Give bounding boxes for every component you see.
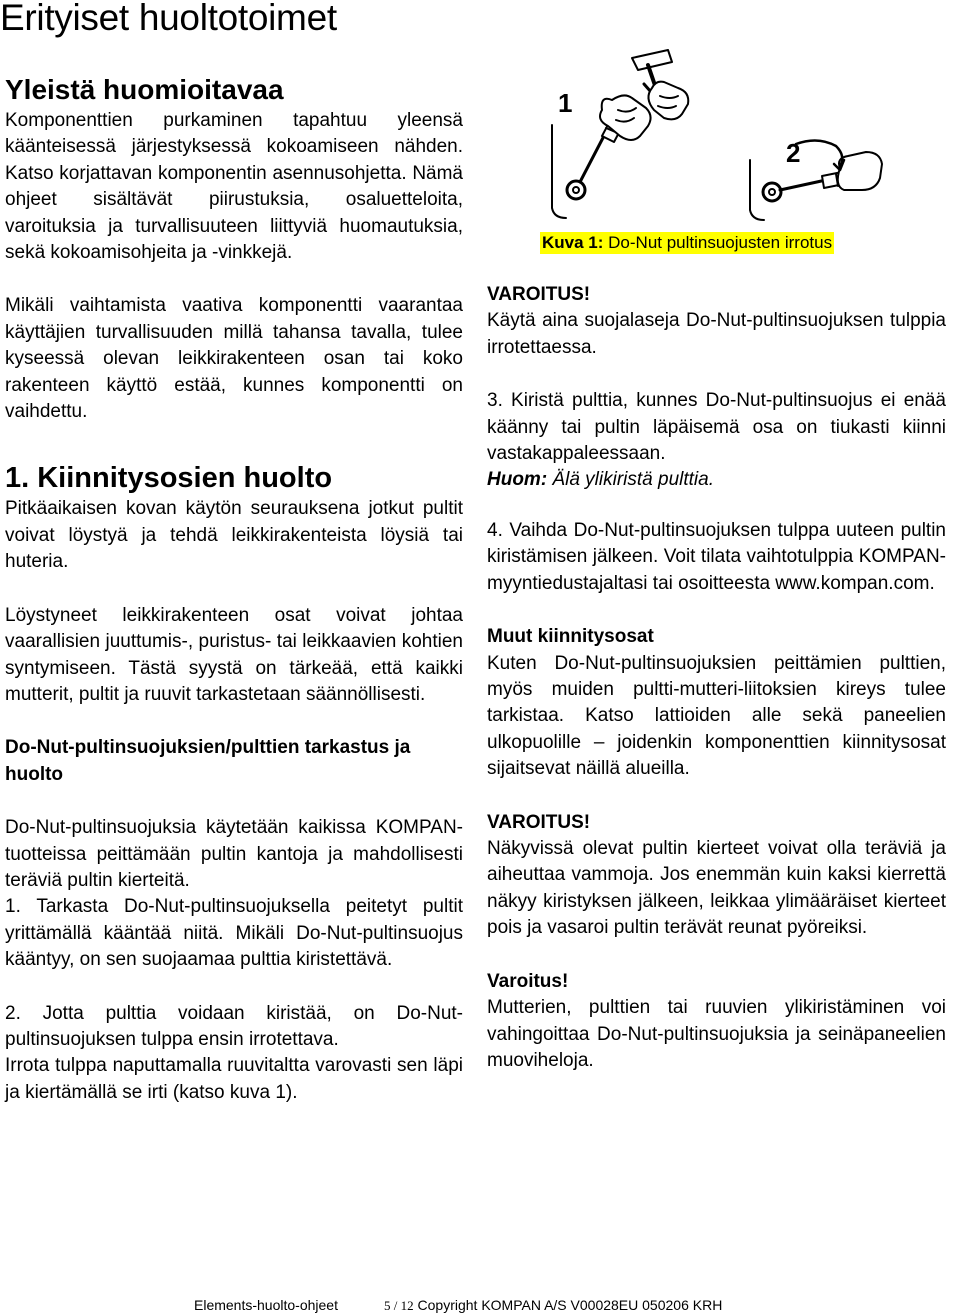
step-3-note-text: Älä ylikiristä pulttia.: [547, 469, 714, 491]
general-paragraph-2: Mikäli vaihtamista vaativa komponentti vaarantaa käyttäjien turvallisuuden millä tahansa tavalla, tulee kyseessä olevan leikkirakenteen osan tai koko rakenteen käyttö estää, kunnes komponentti on vaihdettu.: [5, 295, 463, 423]
section1-paragraph-1: Pitkäaikaisen kovan käytön seurauksena jotkut pultit voivat löystyä ja tehdä leikkirakenteista löysiä tai huteria.: [5, 498, 463, 573]
step-3-note: [487, 467, 946, 493]
donut-step-2: 2. Jotta pulttia voidaan kiristää, on Do-Nut-pultinsuojuksen tulppa ensin irrotettava.: [5, 1002, 463, 1050]
donut-step-2-detail: Irrota tulppa naputtamalla ruuvitaltta varovasti sen läpi ja kiertämällä se irti (katso kuva 1).: [5, 1055, 463, 1103]
figure-label-2: 2: [786, 138, 801, 168]
donut-heading: Do-Nut-pultinsuojuksien/pulttien tarkastus ja huolto: [5, 737, 411, 785]
figure-caption-text: Do-Nut pultinsuojusten irrotus: [603, 233, 833, 252]
section1-paragraph-2: Löystyneet leikkirakenteen osat voivat johtaa vaarallisien juuttumis-, puristus- tai leikkaavien kohtien syntymiseen. Tästä syystä on tärkeää, että kaikki mutterit, pultit ja ruuvit tarkastetaan säännöllisesti.: [5, 604, 463, 705]
page-title: Erityiset huoltotoimet: [0, 0, 337, 38]
right-column: [487, 518, 946, 1074]
donut-removal-illustration: [540, 40, 885, 250]
footer-document-name: Elements-huolto-ohjeet: [194, 1297, 338, 1313]
footer-page-info: [384, 1296, 722, 1315]
section1-heading: 1. Kiinnitysosien huolto: [5, 462, 333, 495]
left-column: [5, 72, 463, 1106]
step-3-note-label: Huom:: [487, 469, 548, 491]
warning-3-title: Varoitus!: [487, 970, 569, 992]
figure-caption-label: Kuva 1:: [542, 233, 604, 252]
warning-1-title: VAROITUS!: [487, 284, 591, 305]
other-fasteners-heading: Muut kiinnitysosat: [487, 626, 654, 648]
step-3-text: 3. Kiristä pulttia, kunnes Do-Nut-pultinsuojus ei enää käänny tai pultin läpäisemä osa on tiukasti kiinni vastakappaleessaan.: [487, 390, 946, 465]
warning-1-text: Käytä aina suojalaseja Do-Nut-pultinsuojuksen tulppia irrotettaessa.: [487, 310, 946, 358]
footer-copyright: Copyright KOMPAN A/S V00028EU 050206 KRH: [417, 1297, 723, 1313]
other-fasteners-text: Kuten Do-Nut-pultinsuojuksien peittämien pulttien, myös muiden pultti-mutteri-liitoksien kireys tulee tarkistaa. Katso lattioiden alle sekä paneelien ulkopuolille – joidenkin komponenttien kiinnitysosat sijaitsevat näillä alueilla.: [487, 652, 946, 780]
general-paragraph-1: Komponenttien purkaminen tapahtuu yleensä käänteisessä järjestyksessä kokoamiseen nähden. Katso korjattavan komponentin asennusohjetta. Nämä ohjeet sisältävät piirustuksia, osaluetteloita, varoituksia ja turvallisuuteen liittyviä huomautuksia, sekä kokoamisohjeita ja -vinkkejä.: [5, 110, 463, 264]
donut-paragraph-1: Do-Nut-pultinsuojuksia käytetään kaikissa KOMPAN-tuotteissa peittämään pultin kantoja ja mahdollisesti teräviä pultin kierteitä.: [5, 817, 463, 891]
warning-3-text: Mutterien, pulttien tai ruuvien ylikiristäminen voi vahingoittaa Do-Nut-pultinsuojuksia ja seinäpaneelien muoviheloja.: [487, 997, 946, 1071]
right-top-block: [487, 282, 946, 494]
warning-2-title: VAROITUS!: [487, 811, 591, 833]
donut-step-1: 1. Tarkasta Do-Nut-pultinsuojuksella peitetyt pultit yrittämällä kääntää niitä. Mikäli Do-Nut-pultinsuojus kääntyy, on sen suojaamaa pulttia kiristettävä.: [5, 896, 463, 971]
figure-caption: [540, 232, 834, 254]
general-heading: Yleistä huomioitavaa: [5, 74, 284, 105]
step-4-text: 4. Vaihda Do-Nut-pultinsuojuksen tulppa uuteen pultin kiristämisen jälkeen. Voit tilata vaihtotulppia KOMPAN-myyntiedustajaltasi tai osoitteesta www.kompan.com.: [487, 520, 946, 594]
warning-2-text: Näkyvissä olevat pultin kierteet voivat olla teräviä ja aiheuttaa vammoja. Jos enemmän kuin kaksi kierrettä näkyy kiristyksen jälkeen, leikkaa ylimääräiset kierteet pois ja vasaroi pultin terävät reunat pyöreiksi.: [487, 838, 946, 939]
footer-page-number: 5 / 12: [384, 1298, 414, 1313]
figure-label-1: 1: [558, 88, 573, 118]
